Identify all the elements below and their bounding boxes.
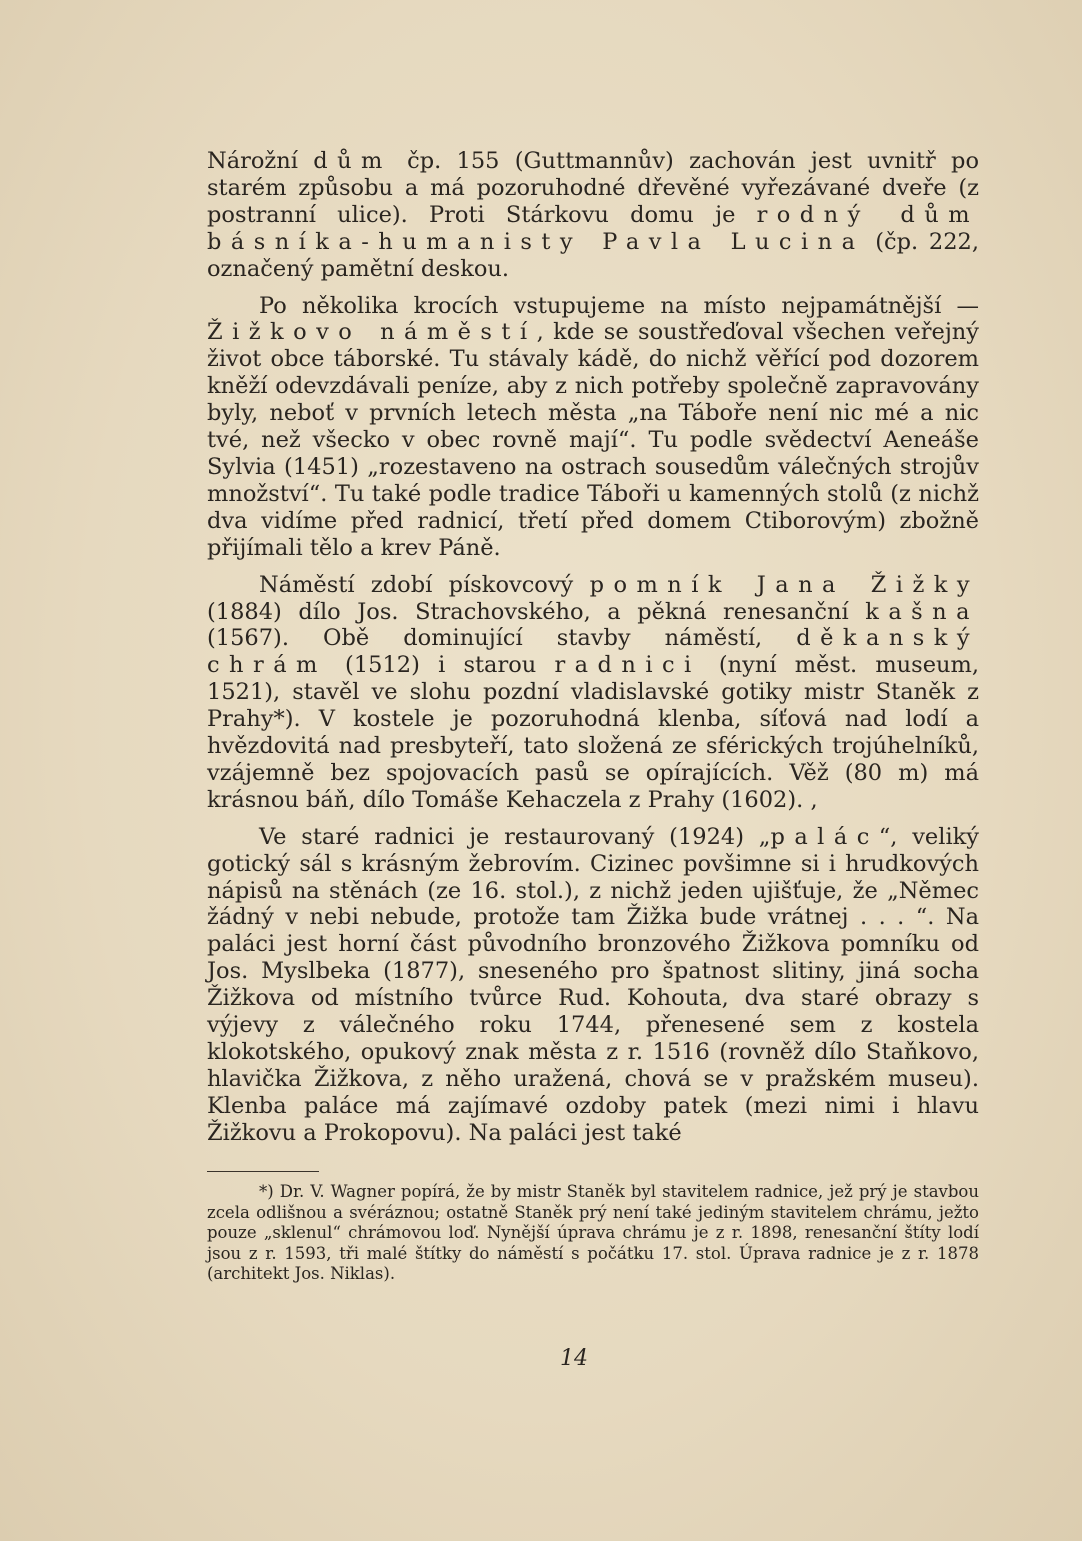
page-number: 14 (560, 1346, 588, 1371)
spaced-text: pomník Jana Žižky (589, 571, 979, 598)
text-run: Po několika krocích vstupujeme na místo nejpamátnější — (259, 292, 979, 319)
spaced-text: Žižkovo náměstí (207, 319, 537, 346)
spaced-text: děkanský chrám (207, 625, 979, 679)
text-run: Náměstí zdobí pískovcový (259, 571, 590, 598)
text-run: (1884) dílo Jos. Strachovského, a pěkná renesanční (207, 598, 866, 625)
text-run: Ve staré radnici je restaurovaný (1924) „ (259, 823, 771, 850)
text-run: “, veliký gotický sál s krásným žebrovím. Cizinec povšimne si i hrudkových nápisů na stěnách (ze 16. stol.), z nichž jeden ujišťuje, že „Němec žádný v nebi nebude, protože tam Žižka bude vrátnej . . . “. Na paláci jest horní část původního bronzového Žižkova pomníku od Jos. Myslbeka (1877), sneseného pro špatnost slitiny, jiná socha Žižkova od místního tvůrce Rud. Kohouta, dva staré obrazy s výjevy z válečného roku 1744, přenesené sem z kostela klokotského, opukový znak města z r. 1516 (rovněž dílo Staňkovo, hlavička Žižkova, z něho uražená, chová se v pražském museu). Klenba paláce má zajímavé ozdoby patek (mezi nimi i hlavu Žižkovu a Prokopovu). Na paláci jest také (207, 823, 979, 1146)
footnote (207, 1182, 979, 1285)
spaced-text: palác (770, 823, 879, 850)
text-run: Nárožní (207, 148, 314, 174)
spaced-text: dům (313, 148, 392, 174)
body-text (207, 148, 979, 1157)
paragraph-3 (207, 572, 979, 814)
footnote-text: *) Dr. V. Wagner popírá, že by mistr Staněk byl stavitelem radnice, jež prý je stavbou zcela odlišnou a svéráznou; ostatně Staněk prý není také jediným stavitelem chrámu, ježto pouze „sklenul“ chrámovou loď. Nynější úprava chrámu je z r. 1898, renesanční štíty lodí jsou z r. 1593, tři malé štítky do náměstí s počátku 17. stol. Úprava radnice je z r. 1878 (architekt Jos. Niklas). (207, 1182, 979, 1283)
spaced-text: radnici (554, 652, 701, 679)
paragraph-2 (207, 293, 979, 562)
text-run: čp. 155 (Guttmannův) zachován jest uvnitř po starém způsobu a má pozoruhodné dřevěné vyřezávané dveře (z postranní ulice). Proti Stárkovu domu je (207, 148, 979, 228)
text-run: , kde se soustřeďoval všechen veřejný život obce táborské. Tu stávaly kádě, do nichž věřící pod dozorem kněží odevzdávali peníze, aby z nich potřeby společně zapravovány byly, neboť v prvních letech města „na Táboře není nic mé a nic tvé, než všecko v obec rovně mají“. Tu podle svědectví Aeneáše Sylvia (1451) „rozestaveno na ostrach sousedům válečných strojův množství“. Tu také podle tradice Táboři u kamenných stolů (z nichž dva vidíme před radnicí, třetí před domem Ctiborovým) zbožně přijímali tělo a krev Páně. (207, 319, 979, 561)
spaced-text: rodný dům básníka-humanisty Pavla Lucina (207, 201, 979, 255)
spaced-text: kašna (865, 598, 979, 625)
text-run: (1512) i starou (326, 652, 555, 679)
text-run: (nyní měst. museum, 1521), stavěl ve slohu pozdní vladislavské gotiky mistr Staněk z Prahy*). V kostele je pozoruhodná klenba, síťová nad lodí a hvězdovitá nad presbyteří, tato složená ze sférických trojúhelníků, vzájemně bez spojovacích pasů se opírajících. Věž (80 m) má krásnou báň, dílo Tomáše Kehaczela z Prahy (1602). , (207, 652, 980, 813)
footnote-divider (207, 1171, 319, 1172)
text-run: (1567). Obě dominující stavby náměstí, (207, 625, 797, 652)
paragraph-1 (207, 148, 979, 283)
paragraph-4 (207, 824, 979, 1147)
text-run: (čp. 222, označený pamětní deskou. (207, 228, 979, 282)
